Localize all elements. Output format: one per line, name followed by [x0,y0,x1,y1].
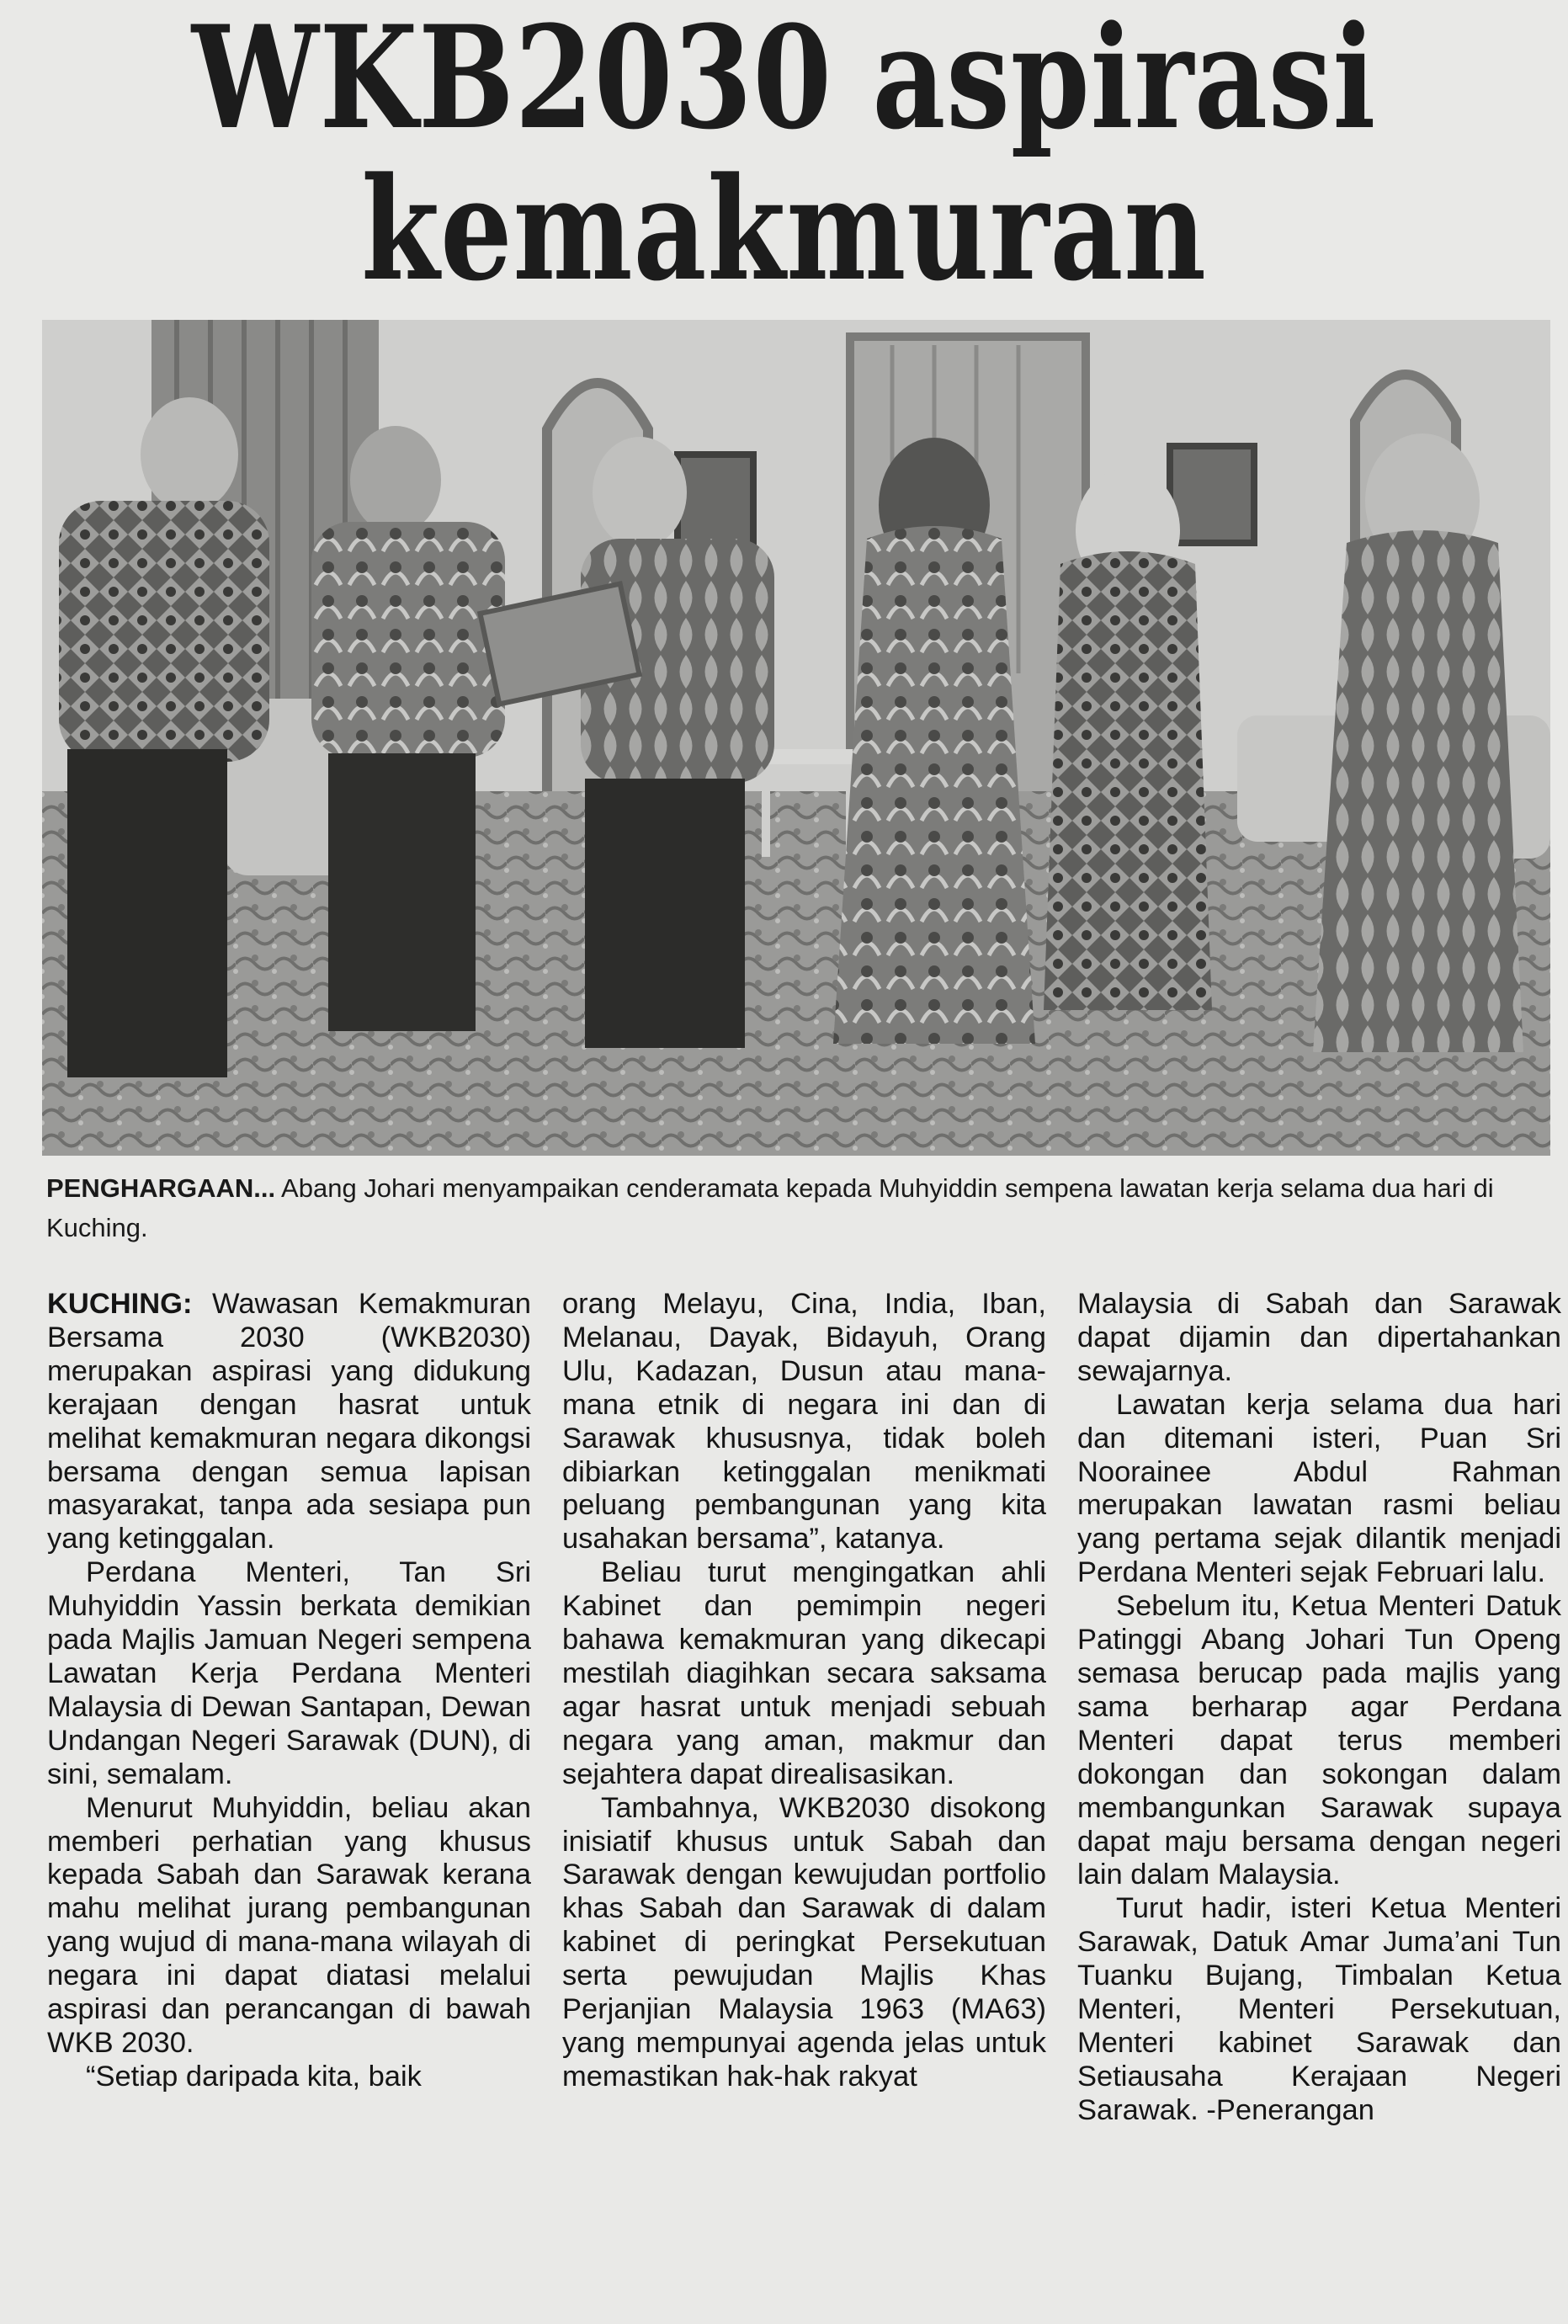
paragraph: Sebelum itu, Ketua Menteri Datuk Patinggi Abang Johari Tun Openg semasa berucap pada majlis yang sama berharap agar Perdana Menteri dapat terus memberi dokongan dan sokongan dalam membangunkan Sarawak supaya dapat maju bersama dengan negeri lain dalam Malaysia. [1077,1590,1561,1891]
photo-caption [46,1168,1553,1247]
paragraph [47,1288,531,1556]
caption-kicker: PENGHARGAAN... [46,1173,276,1203]
paragraph: Beliau turut mengingatkan ahli Kabinet dan pemimpin negeri bahawa kemakmuran yang dikecapi mestilah diagihkan secara saksama agar hasrat untuk menjadi sebuah negara yang aman, makmur dan sejahtera dapat direalisasikan. [562,1556,1046,1790]
headline-line-1: WKB2030 aspirasi [191,0,1377,161]
caption-text: Abang Johari menyampaikan cenderamata kepada Muhyiddin sempena lawatan kerja selama dua hari di Kuching. [46,1173,1494,1242]
paragraph: “Setiap daripada kita, baik [86,2060,422,2093]
paragraph: Malaysia di Sabah dan Sarawak dapat dijamin dan dipertahankan sewajarnya. [1077,1288,1561,1387]
news-photo [42,320,1550,1156]
paragraph: Turut hadir, isteri Ketua Menteri Sarawak, Datuk Amar Juma’ani Tun Tuanku Bujang, Timbalan Ketua Menteri, Menteri Persekutuan, Menteri kabinet Sarawak dan Setiausaha Kerajaan Negeri Sarawak. -Penerangan [1077,1892,1561,2126]
photo-image [42,320,1550,1156]
dateline: KUCHING: [47,1288,193,1320]
article-column-1 [47,1288,531,2094]
paragraph: Lawatan kerja selama dua hari dan ditemani isteri, Puan Sri Noorainee Abdul Rahman merupakan lawatan rasmi beliau yang pertama sejak dilantik menjadi Perdana Menteri sejak Februari lalu. [1077,1388,1561,1589]
paragraph: Menurut Muhyiddin, beliau akan memberi perhatian yang khusus kepada Sabah dan Sarawak kerana mahu melihat jurang pembangunan yang wujud di mana-mana wilayah di negara ini dapat diatasi melalui aspirasi dan perancangan di bawah WKB 2030. [47,1791,531,2059]
article-column-3 [1077,1288,1561,2128]
paragraph: Perdana Menteri, Tan Sri Muhyiddin Yassin berkata demikian pada Majlis Jamuan Negeri sempena Lawatan Kerja Perdana Menteri Malaysia di Dewan Santapan, Dewan Undangan Negeri Sarawak (DUN), di sini, semalam. [47,1556,531,1790]
paragraph-text: Wawasan Kemakmuran Bersama 2030 (WKB2030) merupakan aspirasi yang didukung kerajaan dengan hasrat untuk melihat kemakmuran negara dikongsi bersama dengan semua lapisan masyarakat, tanpa ada sesiapa pun yang ketinggalan. [47,1288,531,1556]
paragraph: orang Melayu, Cina, India, Iban, Melanau, Dayak, Bidayuh, Orang Ulu, Kadazan, Dusun atau mana-mana etnik di negara ini dan di Sarawak khususnya, tidak boleh dibiarkan ketinggalan menikmati peluang pembangunan yang kita usahakan bersama”, katanya. [562,1288,1046,1556]
paragraph: Tambahnya, WKB2030 disokong inisiatif khusus untuk Sabah dan Sarawak dengan kewujudan portfolio khas Sabah dan Sarawak di dalam kabinet di peringkat Persekutuan serta pewujudan Majlis Khas Perjanjian Malaysia 1963 (MA63) yang mempunyai agenda jelas untuk memastikan hak-hak rakyat [562,1791,1046,2093]
headline-line-2: kemakmuran [361,146,1207,312]
article-column-2 [562,1288,1046,2094]
